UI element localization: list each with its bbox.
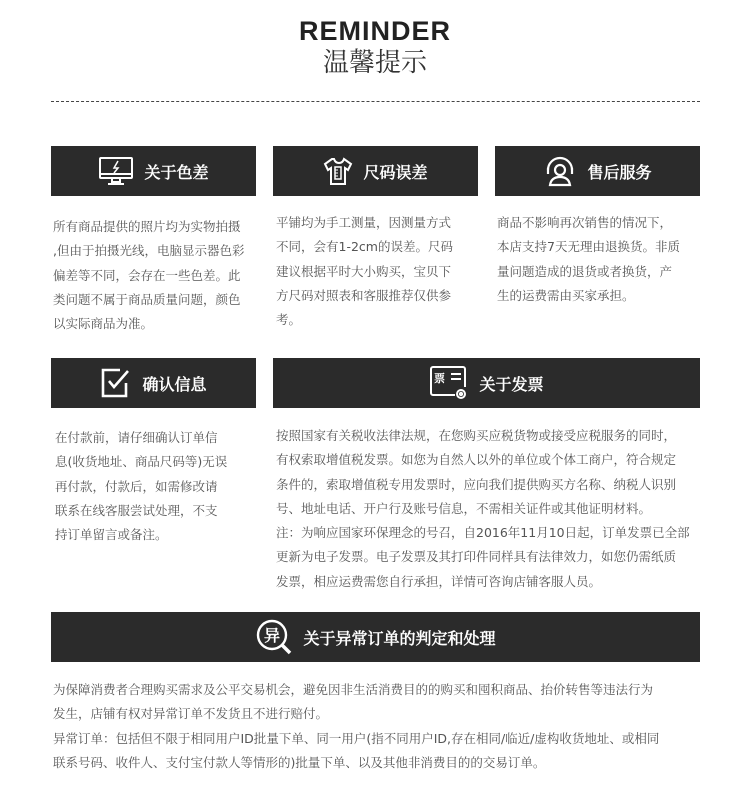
title-en: REMINDER (298, 16, 451, 46)
section-body-invoice (276, 424, 690, 594)
text-line: 方尺码对照表和客服推荐仅供参 (276, 287, 452, 303)
text-line: 本店支持7天无理由退换货。非质 (497, 239, 680, 255)
section-header-confirm-info (51, 358, 256, 408)
text-line: 条件的，索取增值税专用发票时，应向我们提供购买方名称、纳税人识别 (276, 476, 677, 492)
text-line: 量问题造成的退货或者换货，产 (497, 263, 673, 279)
text-line: 持订单留言或备注。 (55, 527, 168, 543)
text-line: 息(收货地址、商品尺码等)无误 (55, 454, 228, 470)
text-line: 建议根据平时大小购买，宝贝下 (276, 263, 452, 279)
section-header-size-error (273, 146, 478, 196)
text-line: 所有商品提供的照片均为实物拍摄 (53, 219, 241, 234)
checkbox-icon (100, 367, 132, 399)
dashed-divider (51, 101, 700, 102)
tshirt-ruler-icon (323, 156, 353, 186)
text-line: 不同，会有1-2cm的误差。尺码 (276, 239, 453, 255)
text-line: 偏差等不同，会存在一些色差。此 (53, 267, 241, 283)
text-line: 联系在线客服尝试处理，不支 (55, 502, 218, 518)
text-line: 生的运费需由买家承担。 (497, 287, 635, 303)
section-body-color-difference (53, 215, 244, 336)
text-line: 有权索取增值税发票。如您为自然人以外的单位或个体工商户，符合规定 (276, 452, 677, 468)
section-body-size-error (276, 211, 453, 332)
section-header-color-difference (51, 146, 256, 196)
text-line: 考。 (276, 312, 302, 328)
text-line: 商品不影响再次销售的情况下， (497, 215, 673, 230)
section-title: 关于发票 (479, 374, 544, 394)
text-line: ,但由于拍摄光线，电脑显示器色彩 (53, 243, 245, 259)
title-cn: 温馨提示 (322, 48, 427, 78)
abnormal-search-icon (255, 618, 293, 656)
section-title: 关于色差 (144, 162, 209, 182)
text-line: 异常订单：包括但不限于相同用户ID批量下单、同一用户(指不同用户ID,存在相同/临近/虚构收货地址、或相同 (53, 730, 660, 746)
section-title: 确认信息 (142, 374, 207, 394)
text-line: 发票，相应运费需您自行承担，详情可咨询店铺客服人员。 (276, 573, 602, 589)
invoice-gear-icon (429, 365, 469, 401)
section-header-after-sales (495, 146, 700, 196)
section-title: 售后服务 (587, 162, 652, 182)
section-header-invoice (273, 358, 700, 408)
svg-text:票: 票 (434, 372, 446, 385)
text-line: 在付款前，请仔细确认订单信 (55, 430, 218, 445)
text-line: 按照国家有关税收法律法规，在您购买应税货物或接受应税服务的同时， (276, 428, 677, 443)
section-header-abnormal-order (51, 612, 700, 662)
section-title: 尺码误差 (363, 162, 428, 182)
customer-service-icon (543, 155, 577, 187)
section-title: 关于异常订单的判定和处理 (303, 628, 496, 648)
text-line: 联系号码、收件人、支付宝付款人等情形的)批量下单、以及其他非消费目的的交易订单。 (53, 754, 546, 770)
text-line: 以实际商品为准。 (53, 316, 154, 332)
section-body-after-sales (497, 211, 680, 308)
svg-text:异: 异 (264, 626, 281, 645)
page-title (0, 16, 750, 80)
text-line: 平铺均为手工测量，因测量方式 (276, 215, 452, 230)
section-body-abnormal-order (53, 678, 659, 775)
monitor-icon (98, 156, 134, 186)
text-line: 再付款，付款后，如需修改请 (55, 478, 218, 494)
text-line: 更新为电子发票。电子发票及其打印件同样具有法律效力，如您仍需纸质 (276, 549, 677, 565)
text-line: 为保障消费者合理购买需求及公平交易机会，避免因非生活消费目的的购买和囤积商品、抬价转售等违法行为 (53, 682, 654, 697)
text-line: 类问题不属于商品质量问题，颜色 (53, 291, 241, 307)
section-body-confirm-info (55, 426, 227, 547)
text-line: 注：为响应国家环保理念的号召，自2016年11月10日起，订单发票已全部 (276, 525, 690, 541)
text-line: 发生，店铺有权对异常订单不发货且不进行赔付。 (53, 706, 329, 722)
text-line: 号、地址电话、开户行及账号信息，不需相关证件或其他证明材料。 (276, 500, 652, 516)
